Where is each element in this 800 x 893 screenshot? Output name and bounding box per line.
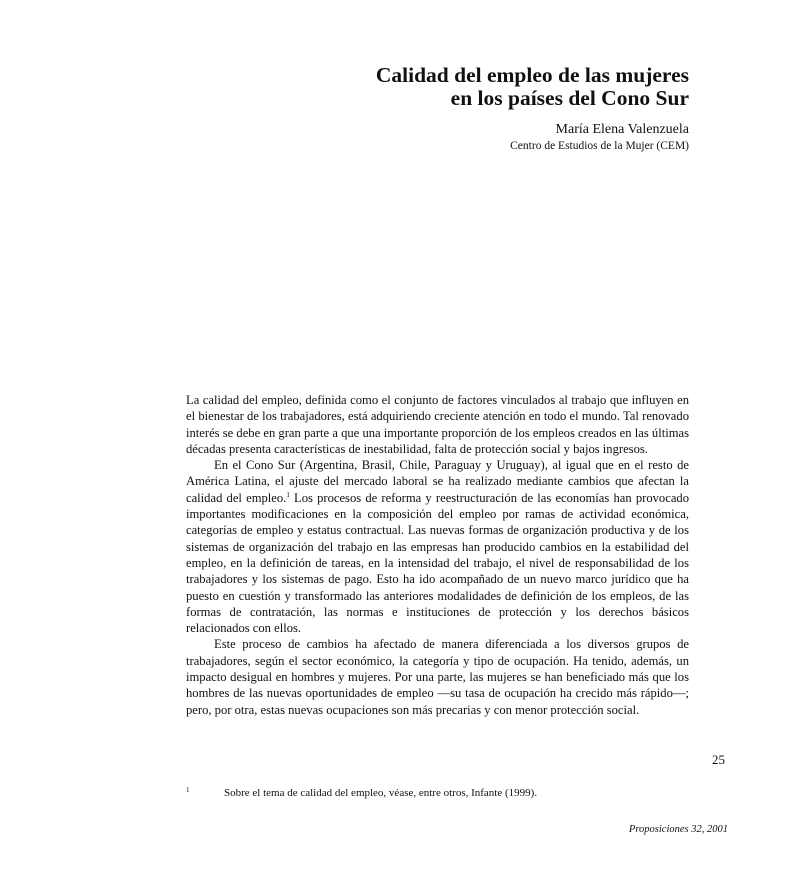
footnote-reference[interactable]: 1	[286, 490, 290, 499]
paragraph-1: La calidad del empleo, definida como el conjunto de factores vinculados al trabajo que influyen en el bienestar de los trabajadores, está adquiriendo creciente atención en todo el mundo. Tal renovado interés se debe en gran parte a que una importante proporción de los empleos creados en las últimas décadas presenta características de inestabilidad, falta de protección social y bajos ingresos.	[186, 393, 689, 456]
page-number: 25	[712, 752, 725, 767]
title-line-2: en los países del Cono Sur	[450, 86, 689, 110]
footnote	[186, 786, 689, 800]
paragraph-3: Este proceso de cambios ha afectado de manera diferenciada a los diversos grupos de trabajadores, según el sector económico, la categoría y tipo de ocupación. Ha tenido, además, un impacto desigual en hombres y mujeres. Por una parte, las mujeres se han beneficiado más que los hombres de las nuevas oportunidades de empleo —su tasa de ocupación ha crecido más rápido—; pero, por otra, estas nuevas ocupaciones son más precarias y con menor protección social.	[186, 637, 689, 717]
author-name: María Elena Valenzuela	[555, 122, 689, 137]
title-line-1: Calidad del empleo de las mujeres	[375, 63, 689, 87]
paragraph-2	[186, 457, 689, 636]
author-affiliation: Centro de Estudios de la Mujer (CEM)	[510, 140, 689, 152]
article-body	[186, 392, 689, 718]
journal-citation: Proposiciones 32, 2001	[628, 824, 728, 835]
paragraph-2-rest: Los procesos de reforma y reestructuración de las economías han provocado importantes modificaciones en la composición del empleo por ramas de actividad económica, categorías de empleo y estatus contractual. Las nuevas formas de organización productiva y de los sistemas de organización del trabajo en las empresas han producido cambios en la estabilidad del empleo, en la definición de tareas, en la intensidad del trabajo, el nivel de responsabilidad de los trabajadores y los sistemas de pago. Esto ha ido acompañado de un nuevo marco jurídico que ha puesto en cuestión y transformado las anteriores modalidades de definición de los empleos, de las formas de contratación, las normas e instituciones de protección y los derechos básicos relacionados con ellos.	[186, 490, 689, 636]
footnote-marker: 1	[186, 786, 190, 794]
article-title	[376, 64, 689, 110]
footnote-text: Sobre el tema de calidad del empleo, véase, entre otros, Infante (1999).	[224, 787, 538, 799]
paragraph-2-start: En el Cono Sur (Argentina, Brasil, Chile, Paraguay y Uruguay), al igual que en el resto de América Latina, el ajuste del mercado laboral se ha realizado mediante cambios que afectan la calidad del empleo.	[186, 458, 689, 505]
